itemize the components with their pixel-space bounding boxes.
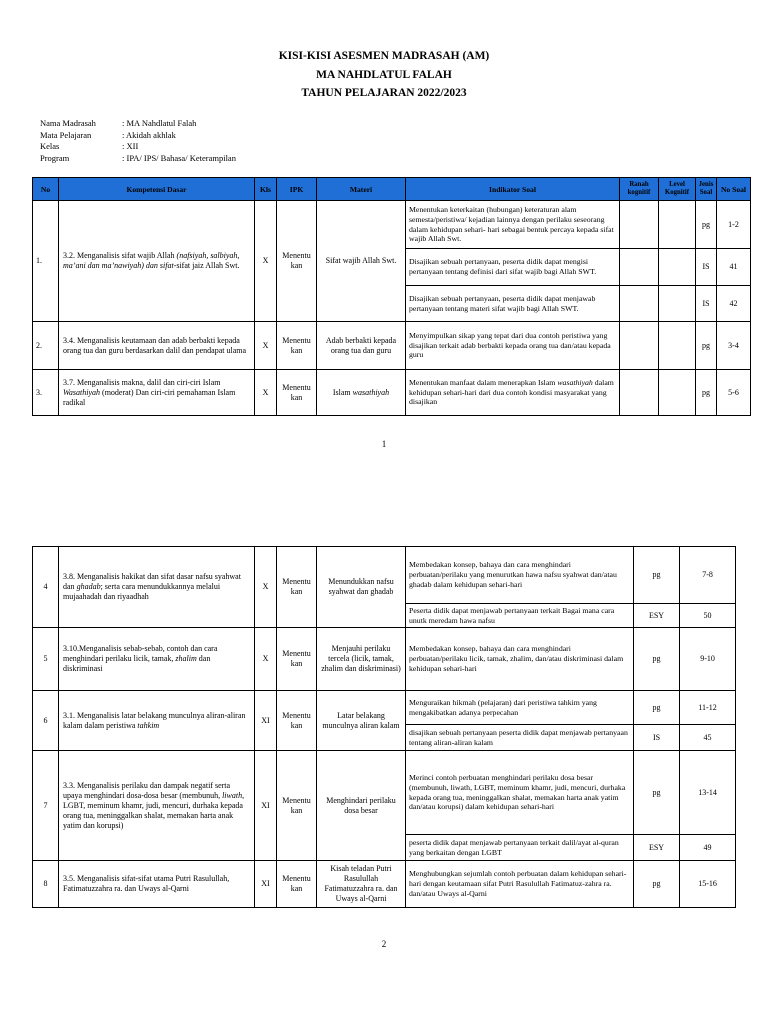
col-header-materi: Materi	[317, 178, 406, 201]
row-indikator	[406, 370, 620, 416]
row-jenis-soal: IS	[696, 249, 717, 286]
table-row	[33, 547, 736, 604]
ind-italic: wasathiyah	[557, 377, 593, 387]
table-row	[33, 370, 751, 416]
kisi-kisi-table-page-1	[32, 177, 751, 416]
row-jenis-soal: pg	[696, 201, 717, 249]
row-ipk: Menentu kan	[277, 370, 317, 416]
row-kelas: X	[255, 628, 277, 691]
row-indikator: Merinci contoh perbuatan menghindari perilaku dosa besar (membunuh, liwath, LGBT, meminum khamr, judi, mencuri, durhaka kepada orang tua, meninggalkan shalat, memakan harta anak yatim dan/atau korupsi) dalam kehidupan sehari-hari	[406, 751, 634, 835]
row-indikator: Menguraikan hikmah (pelajaran) dari peristiwa tahkim yang mengakibatkan adanya perpecahan	[406, 691, 634, 725]
kd-text: ; serta cara menundukkannya melalui mujaahadah dan riyaadhah	[63, 582, 221, 601]
row-jenis-soal: pg	[634, 628, 680, 691]
school-name: MA NAHDLATUL FALAH	[316, 68, 452, 81]
kisi-kisi-table-page-2	[32, 546, 736, 908]
row-ranah	[620, 370, 659, 416]
row-kompetensi-dasar	[59, 691, 255, 751]
row-ranah	[620, 286, 659, 322]
meta-value: : Akidah akhlak	[122, 129, 176, 140]
kd-text: 3.1. Menganalisis latar belakang munculnya aliran-aliran kalam dalam peristiwa	[63, 710, 246, 730]
row-kelas: X	[255, 322, 277, 370]
row-no-soal: 50	[680, 604, 736, 628]
row-jenis-soal: pg	[696, 322, 717, 370]
table-row	[33, 628, 736, 691]
row-kelas: XI	[255, 691, 277, 751]
academic-year: TAHUN PELAJARAN 2022/2023	[301, 87, 467, 99]
kd-text: 3.3. Menganalisis perilaku dan dampak negatif serta upaya menghindari dosa-dosa besar (membunuh,	[63, 780, 231, 800]
row-kompetensi-dasar	[59, 628, 255, 691]
col-header-ranah: Ranah kognitif	[620, 178, 659, 201]
kd-italic: Wasathiyah	[63, 387, 101, 397]
table-row	[33, 861, 736, 908]
col-header-jenis: Jenis Soal	[696, 178, 717, 201]
row-jenis-soal: pg	[634, 691, 680, 725]
meta-row	[40, 118, 236, 130]
col-header-nosoal: No Soal	[717, 178, 751, 201]
row-no-soal: 41	[717, 249, 751, 286]
kd-text: 3.10.Menganalisis sebab-sebab, contoh dan cara menghindari perilaku licik, tamak,	[63, 644, 218, 663]
row-indikator: Menghubungkan sejumlah contoh perbuatan dalam kehidupan sehari- hari dengan keutamaan sifat Putri Rasulullah Fatimatuz-zahra ra. dan/atau Uways al-Qarni	[406, 861, 634, 908]
row-materi: Kisah teladan Putri Rasulullah Fatimatuzzahra ra. dan Uways al-Qarni	[317, 861, 406, 908]
row-no-soal: 42	[717, 286, 751, 322]
row-indikator: Menentukan keterkaitan (hubungan) keteraturan alam semesta/peristiwa/ kejadian lainnya dengan perilaku seseorang dalam kehidupan sehari- hari sebagai bentuk percaya kepada sifat wajib Allah Swt.	[406, 201, 620, 249]
row-ipk: Menentu kan	[277, 628, 317, 691]
row-no: 4	[33, 547, 59, 628]
row-no-soal: 9-10	[680, 628, 736, 691]
kd-italic: (nafsiyah, salbiyah, ma’ani dan ma’nawiyah) dan sifat	[63, 251, 240, 270]
row-indikator: Membedakan konsep, bahaya dan cara menghindari perbuatan/perilaku yang menurutkan hawa nafsu syahwat dan/atau ghadab dalam kehidupan sehari-hari	[406, 547, 634, 604]
meta-label: Nama Madrasah	[40, 118, 96, 128]
table-row	[33, 322, 751, 370]
ind-text: Menentukan manfaat dalam menerapkan Islam	[409, 377, 558, 387]
row-kelas: X	[255, 201, 277, 322]
row-no-soal: 7-8	[680, 547, 736, 604]
materi-text: Islam	[332, 387, 353, 397]
kd-italic: zhalim	[175, 654, 197, 663]
col-header-kls: Kls	[255, 178, 277, 201]
row-level	[659, 201, 696, 249]
row-kompetensi-dasar	[59, 547, 255, 628]
row-no-soal: 3-4	[717, 322, 751, 370]
row-no: 1.	[33, 201, 59, 322]
kd-italic: ghadab	[76, 582, 101, 591]
row-indikator: Disajikan sebuah pertanyaan, peserta didik dapat mengisi pertanyaan tentang definisi dari sifat wajib bagi Allah SWT.	[406, 249, 620, 286]
row-ipk: Menentu kan	[277, 322, 317, 370]
row-indikator: disajikan sebuah pertanyaan peserta didik dapat menjawab pertanyaan tentang aliran-aliran kalam	[406, 725, 634, 751]
meta-row	[40, 153, 236, 165]
row-no: 2.	[33, 322, 59, 370]
row-indikator: Membedakan konsep, bahaya dan cara menghindari perbuatan/perilaku licik, tamak, zhalim, dan/atau diskriminasi dalam kehidupan sehari-hari	[406, 628, 634, 691]
row-materi: Menghindari perilaku dosa besar	[317, 751, 406, 861]
document-meta	[40, 118, 236, 164]
table-row	[33, 201, 751, 249]
row-ipk: Menentu kan	[277, 691, 317, 751]
kd-italic: liwath	[222, 790, 243, 800]
row-jenis-soal: pg	[634, 751, 680, 835]
row-kompetensi-dasar: 3.4. Menganalisis keutamaan dan adab berbakti kepada orang tua dan guru berdasarkan dalil dan pendapat ulama	[59, 322, 255, 370]
kd-text: 3.8. Menganalisis hakikat dan sifat dasar nafsu syahwat dan	[63, 572, 241, 591]
page-number: 2	[381, 939, 387, 949]
kd-text: 3.7. Menganalisis makna, dalil dan ciri-ciri Islam	[63, 377, 221, 387]
col-header-kd: Kompetensi Dasar	[59, 178, 255, 201]
row-indikator: peserta didik dapat menjawab pertanyaan terkait dalil/ayat al-quran yang berkaitan dengan LGBT	[406, 835, 634, 861]
meta-value: : IPA/ IPS/ Bahasa/ Keterampilan	[122, 152, 236, 163]
table-row	[33, 691, 736, 725]
col-header-no: No	[33, 178, 59, 201]
kd-italic: tahkim	[137, 720, 160, 730]
row-jenis-soal: ESY	[634, 604, 680, 628]
row-ranah	[620, 249, 659, 286]
col-header-level: Level Kognitif	[659, 178, 696, 201]
ind-text: dalam kehidupan sehari-hari dari dua contoh kondisi masyarakat yang disajikan	[409, 377, 614, 407]
kd-text: -sifat jaiz Allah Swt.	[173, 261, 240, 270]
row-indikator: Menyimpulkan sikap yang tepat dari dua contoh peristiwa yang disajikan terkait adab berbakti kepada orang tua dan/atau kepada guru	[406, 322, 620, 370]
row-no: 6	[33, 691, 59, 751]
row-jenis-soal: IS	[696, 286, 717, 322]
meta-label: Program	[40, 152, 70, 163]
row-materi: Menjauhi perilaku tercela (licik, tamak, zhalim dan diskriminasi)	[317, 628, 406, 691]
materi-italic: wasathiyah	[352, 387, 390, 397]
row-kelas: X	[255, 370, 277, 416]
row-jenis-soal: pg	[634, 861, 680, 908]
row-level	[659, 286, 696, 322]
row-ranah	[620, 322, 659, 370]
row-jenis-soal: pg	[696, 370, 717, 416]
meta-label: Mata Pelajaran	[40, 129, 92, 140]
row-kompetensi-dasar: 3.5. Menganalisis sifat-sifat utama Putri Rasulullah, Fatimatuzzahra ra. dan Uways al-Qarni	[59, 861, 255, 908]
kd-text: 3.2. Menganalisis sifat wajib Allah	[63, 251, 177, 260]
document-header	[0, 47, 768, 103]
row-kelas: XI	[255, 861, 277, 908]
row-kompetensi-dasar	[59, 201, 255, 322]
row-ranah	[620, 201, 659, 249]
row-materi: Sifat wajib Allah Swt.	[317, 201, 406, 322]
row-jenis-soal: pg	[634, 547, 680, 604]
row-indikator: Peserta didik dapat menjawab pertanyaan terkait Bagai mana cara unutk meredam hawa nafsu	[406, 604, 634, 628]
row-materi: Menundukkan nafsu syahwat dan ghadab	[317, 547, 406, 628]
col-header-ipk: IPK	[277, 178, 317, 201]
row-jenis-soal: ESY	[634, 835, 680, 861]
row-kelas: XI	[255, 751, 277, 861]
row-no: 3.	[33, 370, 59, 416]
row-no-soal: 49	[680, 835, 736, 861]
row-materi: Adab berbakti kepada orang tua dan guru	[317, 322, 406, 370]
kd-text: dan diskriminasi	[63, 654, 211, 673]
row-ipk: Menentu kan	[277, 861, 317, 908]
meta-value: : MA Nahdlatul Falah	[122, 118, 197, 128]
row-no-soal: 13-14	[680, 751, 736, 835]
row-ipk: Menentu kan	[277, 201, 317, 322]
row-no-soal: 15-16	[680, 861, 736, 908]
row-indikator: Disajikan sebuah pertanyaan, peserta didik dapat menjawab pertanyaan tentang materi sifat wajib bagi Allah SWT.	[406, 286, 620, 322]
kd-text: (moderat) Dan ciri-ciri pemahaman Islam radikal	[63, 387, 236, 407]
row-materi: Latar belakang munculnya aliran kalam	[317, 691, 406, 751]
row-kompetensi-dasar	[59, 370, 255, 416]
row-no: 8	[33, 861, 59, 908]
page-number: 1	[381, 439, 387, 449]
row-ipk: Menentu kan	[277, 751, 317, 861]
col-header-indikator: Indikator Soal	[406, 178, 620, 201]
row-no-soal: 45	[680, 725, 736, 751]
row-kelas: X	[255, 547, 277, 628]
row-kompetensi-dasar	[59, 751, 255, 861]
meta-label: Kelas	[40, 141, 60, 152]
row-ipk: Menentu kan	[277, 547, 317, 628]
row-level	[659, 322, 696, 370]
row-no-soal: 5-6	[717, 370, 751, 416]
table-row	[33, 751, 736, 835]
row-no: 7	[33, 751, 59, 861]
row-no: 5	[33, 628, 59, 691]
meta-row	[40, 130, 236, 142]
row-jenis-soal: IS	[634, 725, 680, 751]
kd-text: , LGBT, meminum khamr, judi, mencuri, durhaka kepada orang tua, meninggalkan shalat, memakan harta anak yatim dan korupsi)	[63, 790, 245, 830]
table-header-row	[33, 178, 751, 201]
document-title: KISI-KISI ASESMEN MADRASAH (AM)	[278, 50, 490, 62]
meta-row	[40, 141, 236, 153]
meta-value: : XII	[122, 141, 139, 152]
row-no-soal: 1-2	[717, 201, 751, 249]
row-level	[659, 249, 696, 286]
row-no-soal: 11-12	[680, 691, 736, 725]
row-materi	[317, 370, 406, 416]
row-level	[659, 370, 696, 416]
